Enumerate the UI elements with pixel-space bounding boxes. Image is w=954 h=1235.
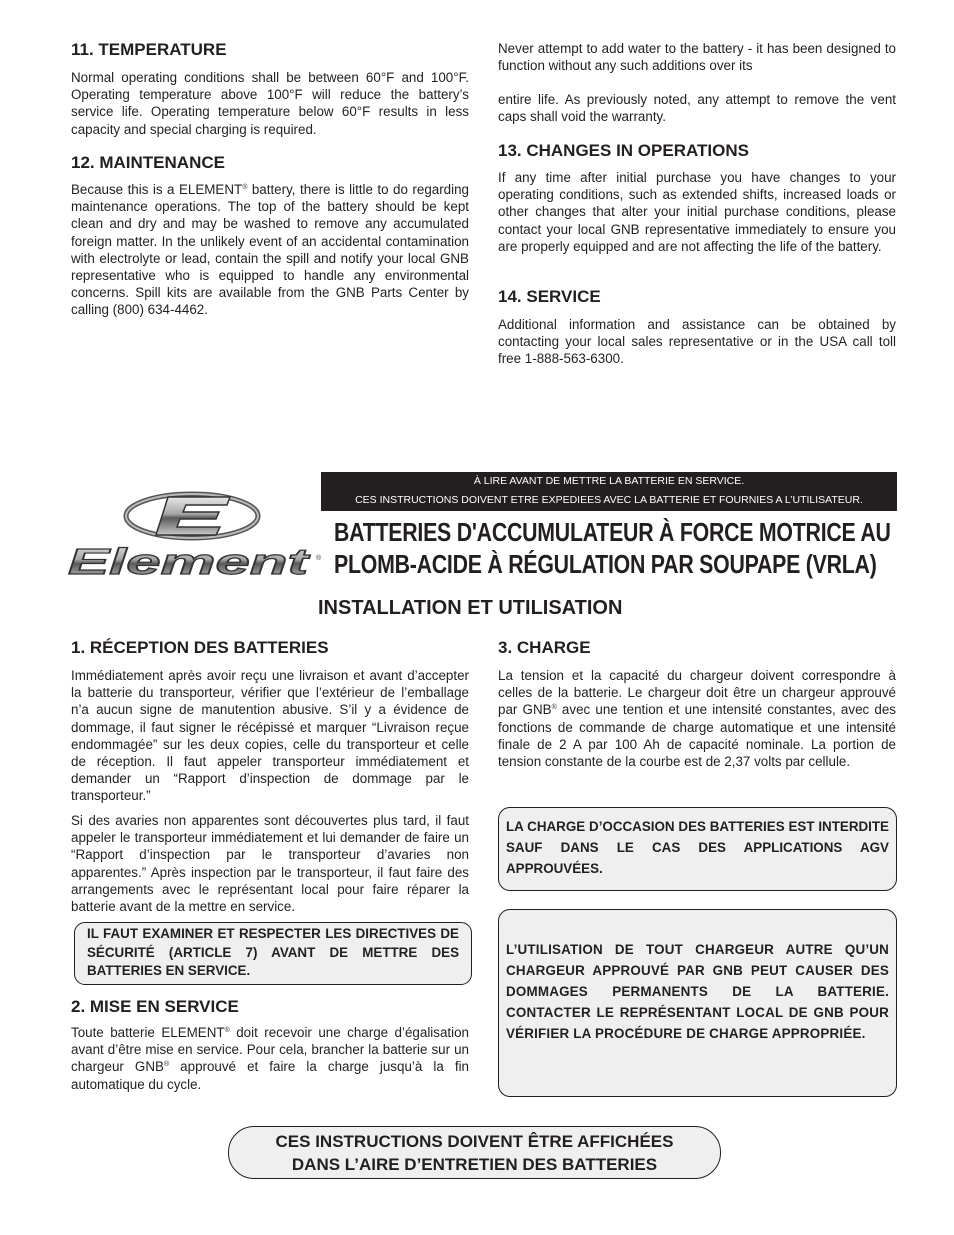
occasional-charge-box [498,807,897,891]
safety-note-text: IL FAUT EXAMINER ET RESPECTER LES DIRECTIVES DE SÉCURITÉ (ARTICLE 7) AVANT DE METTRE DES BATTERIES EN SERVICE. [87,926,459,979]
heading-temperature: 11. TEMPERATURE [71,40,227,59]
element-wordmark: Element [68,541,312,580]
banner-line-1: À LIRE AVANT DE METTRE LA BATTERIE EN SERVICE. [473,475,745,487]
heading-charge: 3. CHARGE [498,638,591,657]
charge-text: La tension et la capacité du chargeur doivent correspondre à celles de la batterie. Le chargeur doit être un chargeur approuvé par GNB® avec une tention et une intensité constantes, avec des fonctions de commande de charge automatique et une intensité finale de 2 A par 100 Ah de capacité nominale. La portion de tension constante de la courbe est de 2,37 volts par cellule. [498,668,896,770]
element-logo-mark [64,488,326,580]
posting-instructions-box [228,1126,721,1179]
heading-service: 14. SERVICE [498,287,601,306]
temperature-text: Normal operating conditions shall be between 60°F and 100°F. Operating temperature above 100°F will reduce the battery’s service life. Operating temperature below 60°F results in less capacity and special charging is required. [71,70,469,137]
occasional-charge-text: LA CHARGE D’OCCASION DES BATTERIES EST INTERDITE SAUF DANS LE CAS DES APPLICATIONS AGV APPROUVÉES. [506,819,889,876]
footer-line-2: DANS L’AIRE D’ENTRETIEN DES BATTERIES [291,1155,658,1174]
reception-text-2: Si des avaries non apparentes sont découvertes plus tard, il faut appeler le transporteur immédiatement et lui demander de faire un “Rapport d’inspection par le transporteur d’avaries non apparentes.” Après inspection par le transporteur, il faut faire des arrangements avec le représentant local pour faire réparer la batterie avant de la mettre en service. [71,813,469,915]
title-line-2: PLOMB-ACIDE À RÉGULATION PAR SOUPAPE (VRLA) [334,549,877,579]
charger-warning-text: L’UTILISATION DE TOUT CHARGEUR AUTRE QU’UN CHARGEUR APPROUVÉ PAR GNB PEUT CAUSER DES DOMMAGES PERMANENTS DE LA BATTERIE. CONTACTER LE REPRÉSENTANT LOCAL DE GNB POUR VÉRIFIER LA PROCÉDURE DE CHARGE APPROPRIÉE. [506,942,889,1041]
footer-line-1: CES INSTRUCTIONS DOIVENT ÊTRE AFFICHÉES [275,1132,674,1151]
heading-reception: 1. RÉCEPTION DES BATTERIES [71,638,329,657]
element-logo [64,488,326,580]
charger-warning-box [498,909,897,1097]
water-text-a: Never attempt to add water to the battery - it has been designed to function without any such additions over its [498,41,896,74]
reception-text-1: Immédiatement après avoir reçu une livraison et avant d’accepter la batterie du transporteur, vérifier que l’extérieur de l’emballage n’a aucun signe de manutention abusive. S’il y a évidence de dommage, il faut signer le récépissé et marquer “Livraison reçue endommagée” sur les deux copies, celle du transporteur et celle de réception. Il faut appeler transporteur immédiatement et demander un “Rapport d’inspection de dommage par le transporteur.” [71,668,469,804]
safety-note-box [74,922,472,985]
heading-changes-in-operations: 13. CHANGES IN OPERATIONS [498,141,749,160]
service-text: Additional information and assistance can be obtained by contacting your local sales representative or in the USA call toll free 1-888-563-6300. [498,317,896,367]
changes-text: If any time after initial purchase you have changes to your operating conditions, such as extended shifts, increased loads or other changes that alter your initial purchase conditions, please contact your local GNB representative immediately to ensure you are properly equipped and are not affecting the life of the battery. [498,170,896,254]
subtitle: INSTALLATION ET UTILISATION [318,597,623,619]
title-line-1: BATTERIES D'ACCUMULATEUR À FORCE MOTRICE AU [334,517,891,547]
heading-mise-en-service: 2. MISE EN SERVICE [71,997,239,1016]
maintenance-text: Because this is a ELEMENT® battery, there is little to do regarding maintenance operations. The top of the battery should be kept clean and dry and may be washed to remove any accumulated foreign matter. In the unlikely event of an accidental contamination with electrolyte or lead, contain the spill and notify your local GNB representative who is equipped to handle any environmental concerns. Spill kits are available from the GNB Parts Center by calling (800) 634-4462. [71,182,469,318]
heading-maintenance: 12. MAINTENANCE [71,153,225,172]
water-text-b: entire life. As previously noted, any attempt to remove the vent caps shall void the warranty. [498,92,896,125]
read-before-banner [321,472,897,511]
logo-reg-mark: ® [316,555,322,562]
mise-en-service-text: Toute batterie ELEMENT® doit recevoir une charge d’égalisation avant d’être mise en service. Pour cela, brancher la batterie sur un chargeur GNB® approuvé et faire la charge jusqu’à la fin automatique du cycle. [71,1025,469,1092]
banner-line-2: CES INSTRUCTIONS DOIVENT ETRE EXPEDIEES AVEC LA BATTERIE ET FOURNIES A L’UTILISATEUR. [355,494,863,506]
